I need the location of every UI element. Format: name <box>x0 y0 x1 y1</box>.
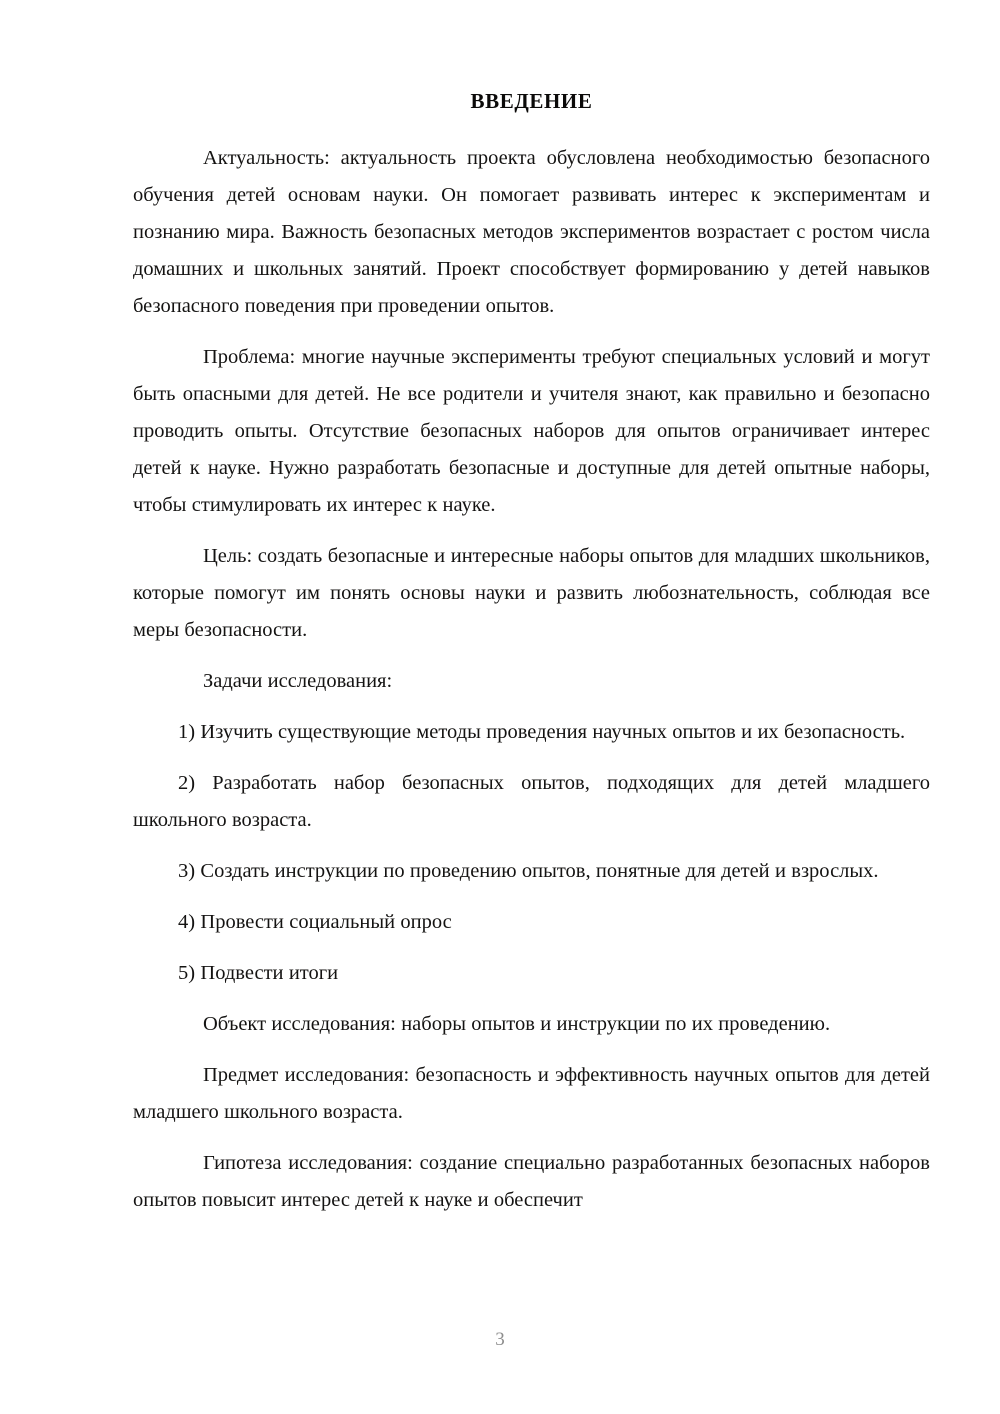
list-item-task-1: 1) Изучить существующие методы проведения научных опытов и их безопасность. <box>178 721 906 744</box>
list-item-task-5: 5) Подвести итоги <box>178 962 339 985</box>
page-title: ВВЕДЕНИЕ <box>470 89 593 113</box>
paragraph-object: Объект исследования: наборы опытов и инструкции по их проведению. <box>203 1013 831 1036</box>
page-content <box>133 88 930 1219</box>
page-number: 3 <box>495 1329 505 1350</box>
list-item-task-3: 3) Создать инструкции по проведению опытов, понятные для детей и взрослых. <box>178 860 879 883</box>
paragraph-problem: Проблема: многие научные эксперименты требуют специальных условий и могут быть опасными для детей. Не все родители и учителя знают, как правильно и безопасно проводить опыты. Отсутствие безопасных наборов для опытов ограничивает интерес детей к науке. Нужно разработать безопасные и доступные для детей опытные наборы, чтобы стимулировать их интерес к науке. <box>133 346 930 517</box>
list-item-task-2: 2) Разработать набор безопасных опытов, подходящих для детей младшего школьного возраста. <box>133 772 930 832</box>
paragraph-hypothesis: Гипотеза исследования: создание специально разработанных безопасных наборов опытов повысит интерес детей к науке и обеспечит <box>133 1152 930 1212</box>
list-item-task-4: 4) Провести социальный опрос <box>178 911 452 934</box>
paragraph-relevance: Актуальность: актуальность проекта обусловлена необходимостью безопасного обучения детей основам науки. Он помогает развивать интерес к экспериментам и познанию мира. Важность безопасных методов экспериментов возрастает с ростом числа домашних и школьных занятий. Проект способствует формированию у детей навыков безопасного поведения при проведении опытов. <box>133 147 930 318</box>
paragraph-tasks-heading: Задачи исследования: <box>203 670 393 693</box>
paragraph-goal: Цель: создать безопасные и интересные наборы опытов для младших школьников, которые помогут им понять основы науки и развить любознательность, соблюдая все меры безопасности. <box>133 545 930 642</box>
paragraph-subject: Предмет исследования: безопасность и эффективность научных опытов для детей младшего школьного возраста. <box>133 1064 930 1124</box>
